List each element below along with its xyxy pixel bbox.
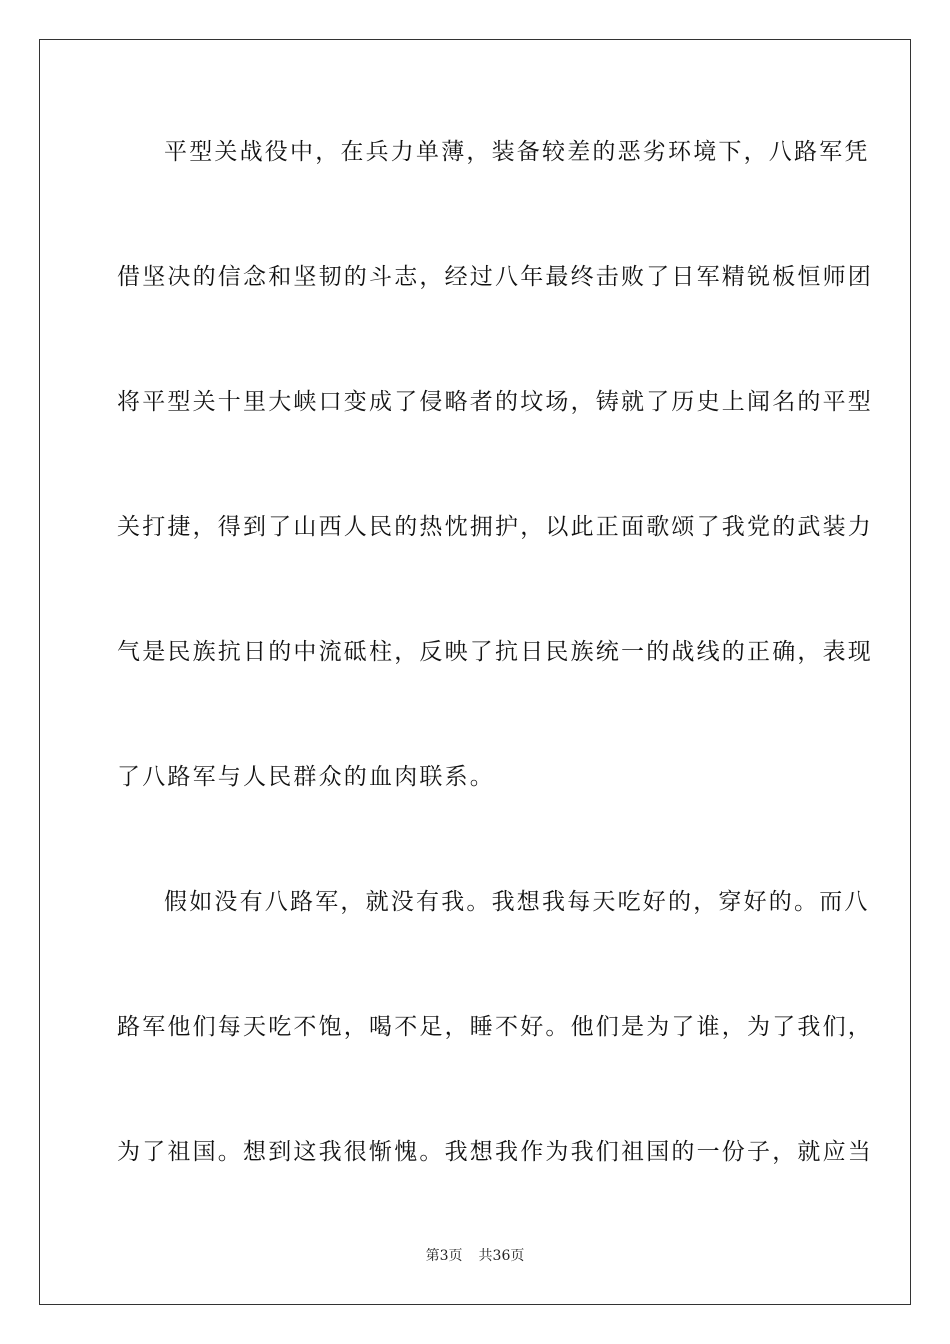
total-page-count: 共36页 <box>478 1248 525 1264</box>
page-footer <box>0 1247 950 1265</box>
paragraph-1-line-6: 了八路军与人民群众的血肉联系。 <box>117 764 495 790</box>
current-page-number: 第3页 <box>425 1248 463 1264</box>
paragraph-1-line-4: 关打捷，得到了山西人民的热忱拥护，以此正面歌颂了我党的武装力 <box>117 514 873 540</box>
paragraph-2-line-3: 为了祖国。想到这我很惭愧。我想我作为我们祖国的一份子，就应当 <box>117 1139 873 1165</box>
paragraph-2-line-1: 假如没有八路军，就没有我。我想我每天吃好的，穿好的。而八 <box>164 889 870 915</box>
paragraph-1-line-2: 借坚决的信念和坚韧的斗志，经过八年最终击败了日军精锐板恒师团 <box>117 264 873 290</box>
paragraph-1-line-5: 气是民族抗日的中流砥柱，反映了抗日民族统一的战线的正确，表现 <box>117 639 873 665</box>
paragraph-1-line-1: 平型关战役中，在兵力单薄，装备较差的恶劣环境下，八路军凭 <box>164 139 870 165</box>
paragraph-2-line-2: 路军他们每天吃不饱，喝不足，睡不好。他们是为了谁，为了我们， <box>117 1014 873 1040</box>
page-border <box>39 39 911 1305</box>
paragraph-1-line-3: 将平型关十里大峡口变成了侵略者的坟场，铸就了历史上闻名的平型 <box>117 389 873 415</box>
